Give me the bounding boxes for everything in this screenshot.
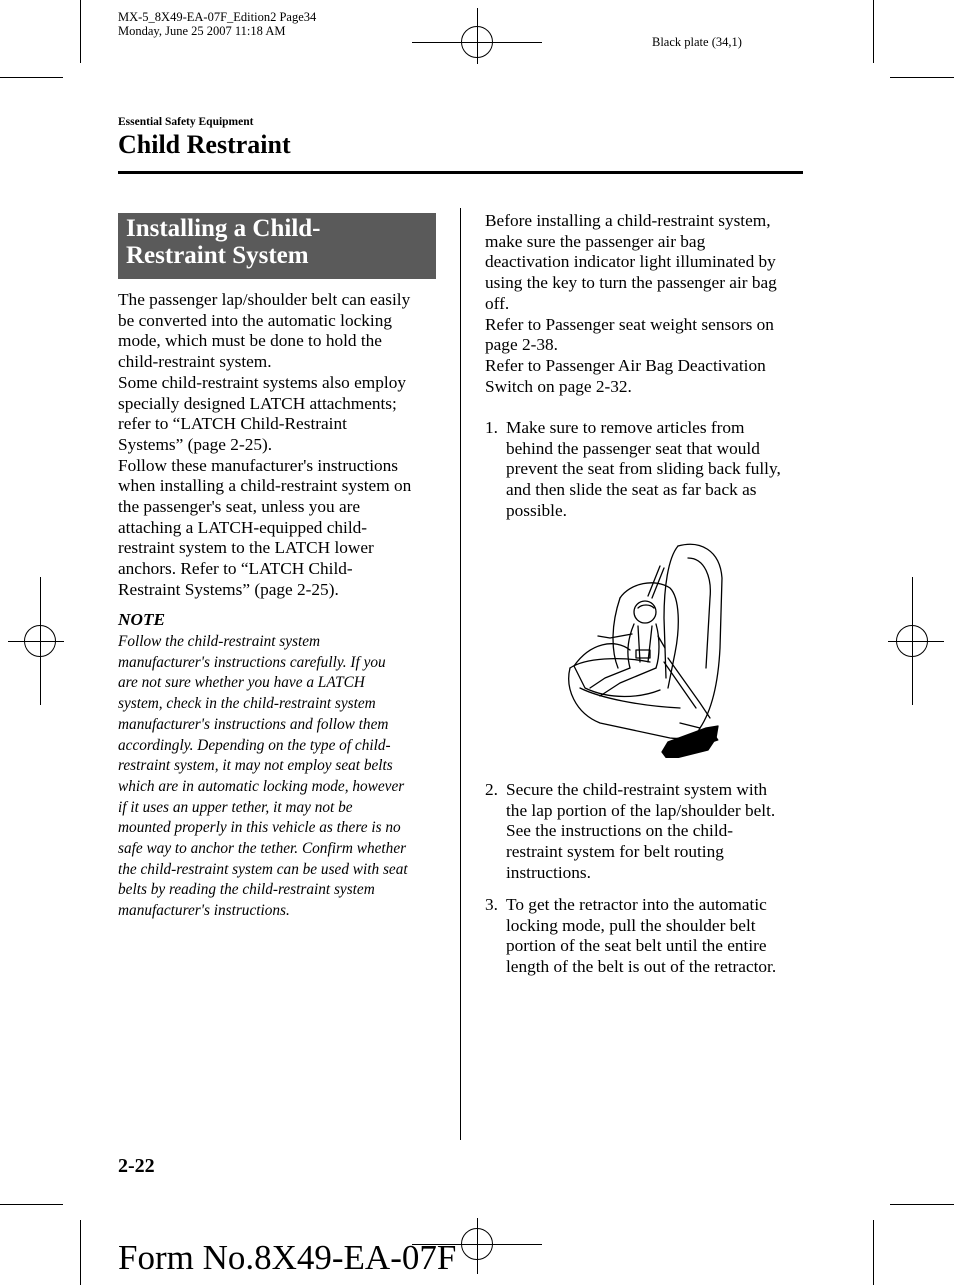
registration-circle (896, 625, 928, 657)
step-line: possible. (506, 500, 567, 520)
text-line: Follow these manufacturer's instructions (118, 455, 399, 475)
note-line: safe way to anchor the tether. Confirm whether (118, 840, 407, 858)
step-line: Make sure to remove articles from (506, 418, 745, 437)
page-number: 2-22 (118, 1155, 155, 1177)
crop-mark (80, 1220, 81, 1285)
text-line: when installing a child-restraint system on (118, 476, 412, 496)
text-line: deactivation indicator light illuminated by (485, 252, 776, 272)
note-line: if it uses an upper tether, it may not be (118, 798, 353, 816)
registration-circle (461, 26, 493, 58)
section-label: Essential Safety Equipment (118, 116, 254, 128)
crop-mark (890, 1204, 954, 1205)
text-line: child-restraint system. (118, 352, 272, 372)
step-line: prevent the seat from sliding back fully, (506, 459, 781, 479)
title-rule (118, 171, 803, 174)
step-number: 2. (485, 780, 498, 799)
child-seat-illustration (560, 538, 725, 758)
note-line: manufacturer's instructions carefully. If you (118, 653, 386, 671)
text-line: Switch on page 2-32. (485, 376, 632, 396)
step-line: the lap portion of the lap/shoulder belt. (506, 800, 776, 820)
step-line: locking mode, pull the shoulder belt (506, 915, 756, 935)
note-line: manufacturer's instructions and follow them (118, 715, 389, 733)
note-line: the child-restraint system can be used with seat (118, 860, 408, 878)
section-heading (118, 213, 436, 279)
text-line: Restraint Systems” (page 2-25). (118, 579, 339, 599)
text-line: restraint system to the LATCH lower (118, 538, 374, 558)
note-line: are not sure whether you have a LATCH (118, 674, 365, 692)
text-line: Before installing a child-restraint system, (485, 211, 771, 230)
step-line: behind the passenger seat that would (506, 438, 760, 458)
step-line: instructions. (506, 862, 591, 882)
text-line: Systems” (page 2-25). (118, 434, 273, 454)
step-line: See the instructions on the child- (506, 821, 734, 841)
crop-mark (80, 0, 81, 63)
print-header (118, 10, 316, 38)
note-line: belts by reading the child-restraint system (118, 881, 375, 899)
step-line: Secure the child-restraint system with (506, 780, 768, 799)
step-line: and then slide the seat as far back as (506, 480, 757, 500)
step-item (485, 895, 805, 978)
note-line: system, check in the child-restraint system (118, 695, 376, 713)
text-line: page 2-38. (485, 335, 558, 355)
text-line: using the key to turn the passenger air bag (485, 273, 777, 293)
text-line: attaching a LATCH-equipped child- (118, 517, 368, 537)
note-label: NOTE (118, 610, 166, 629)
text-line: Refer to Passenger seat weight sensors on (485, 314, 774, 334)
text-line: Some child-restraint systems also employ (118, 372, 406, 392)
note-line: accordingly. Depending on the type of child- (118, 736, 391, 754)
note-line: manufacturer's instructions. (118, 902, 290, 920)
note-line: restraint system, it may not employ seat belts (118, 757, 393, 775)
note-line: mounted properly in this vehicle as there is no (118, 819, 401, 837)
left-column-body (118, 290, 440, 601)
print-plate-label: Black plate (34,1) (652, 35, 742, 49)
crop-mark (873, 1220, 874, 1285)
text-line: make sure the passenger air bag (485, 231, 706, 251)
print-header-file: MX-5_8X49-EA-07F_Edition2 Page34 (118, 10, 317, 24)
text-line: mode, which must be done to hold the (118, 331, 382, 351)
section-heading-line: Installing a Child- (126, 215, 321, 242)
step-line: restraint system for belt routing (506, 842, 724, 862)
text-line: off. (485, 293, 510, 313)
crop-mark (873, 0, 874, 63)
note-line: Follow the child-restraint system (118, 633, 321, 650)
step-line: portion of the seat belt until the entire (506, 936, 767, 956)
note-line: which are in automatic locking mode, however (118, 777, 405, 795)
registration-circle (24, 625, 56, 657)
print-header-date: Monday, June 25 2007 11:18 AM (118, 24, 286, 38)
crop-mark (0, 1204, 63, 1205)
section-heading-line: Restraint System (126, 242, 309, 269)
text-line: be converted into the automatic locking (118, 310, 393, 330)
step-number: 1. (485, 418, 498, 437)
column-divider (460, 208, 461, 1140)
step-line: To get the retractor into the automatic (506, 895, 767, 914)
step-number: 3. (485, 895, 498, 914)
text-line: the passenger's seat, unless you are (118, 497, 361, 517)
crop-mark (890, 77, 954, 78)
text-line: refer to “LATCH Child-Restraint (118, 414, 347, 434)
step-item (485, 780, 805, 884)
text-line: anchors. Refer to “LATCH Child- (118, 559, 353, 579)
text-line: Refer to Passenger Air Bag Deactivation (485, 355, 766, 375)
chapter-title: Child Restraint (118, 130, 291, 159)
note-text (118, 632, 440, 922)
text-line: The passenger lap/shoulder belt can easily (118, 290, 411, 309)
text-line: specially designed LATCH attachments; (118, 393, 397, 413)
step-line: length of the belt is out of the retractor. (506, 957, 777, 977)
step-item (485, 418, 805, 522)
crop-mark (0, 77, 63, 78)
right-column-intro (485, 211, 807, 397)
registration-circle (461, 1228, 493, 1260)
form-number: Form No.8X49-EA-07F (118, 1238, 457, 1277)
